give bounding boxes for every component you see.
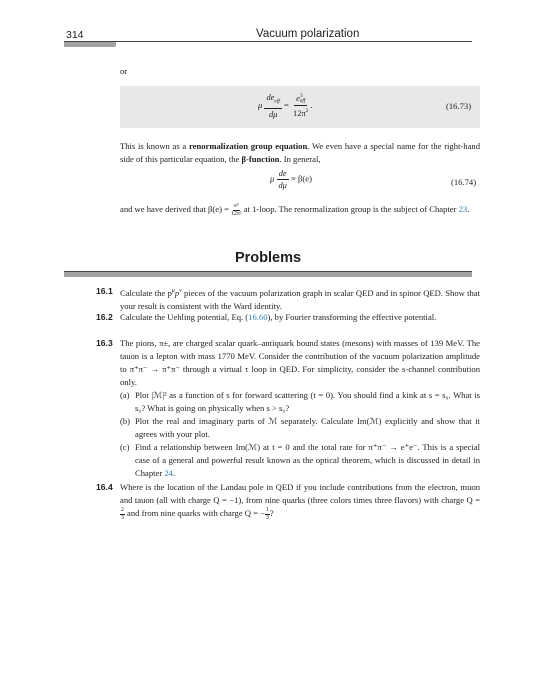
header-rule	[64, 41, 472, 42]
problem-16-2: 16.2 Calculate the Uehling potential, Eq. (16.60), by Fourier transforming the effective potential.	[96, 312, 437, 322]
problem-number: 16.4	[96, 482, 113, 492]
intro-word: or	[120, 66, 128, 76]
problem-number: 16.1	[96, 286, 113, 296]
chapter-24-link[interactable]: 24	[164, 468, 173, 478]
header-tab-bar	[64, 42, 116, 47]
problems-bar	[64, 272, 472, 277]
equation-16-74: μ $\frac{de}{d\mu}$ ≡ β(e)	[270, 169, 312, 190]
page-number: 314	[66, 29, 84, 41]
problem-16-3-part-c: (c) Find a relationship between Im(ℳ) at t = 0 and the total rate for π⁺π⁻ → e⁺e⁻. This is a special case of a general and powerful result known as the optical theorem, which is discussed in detail in Chapter 24.	[120, 442, 480, 478]
fraction-rhs: e 3 eff $12\pi^2$	[293, 92, 309, 118]
problems-heading: Problems	[234, 250, 302, 266]
paragraph-renormalization: This is known as a renormalization group equation. We even have a special name for the right-hand side of this particular equation, the β-function. In general,	[120, 141, 480, 164]
fraction-lhs: $\frac{de_{eff}}{d\mu}$	[266, 93, 280, 119]
equation-16-73: μ $\frac{de_{eff}}{d\mu}$ = e 3 eff $12\pi^2$ .	[258, 92, 313, 119]
problem-16-1: 16.1 Calculate the $p^\mu p^\nu$ pieces of the vacuum polarization graph in scalar QED and in spinor QED. Show that your result is consistent with the Ward identity.	[96, 286, 481, 311]
problem-16-3: 16.3 The pions, π±, are charged scalar quark–antiquark bound states (mesons) with masses of 139 MeV. The tauon is a lepton with mass 1770 MeV. Consider the contribution of the vacuum polarization amplitude to π⁺π⁻ → π⁺π⁻ through a virtual τ loop in QED. For simplicity, consider the s-channel contribution only. (a) Plot |ℳ|² as a function of s for forward scattering (t = 0). You should find a kink at s = s₀. What is s₀? What is going on physically when s > s₀? (b) Plot the real and imaginary parts of ℳ separately. Calculate Im(ℳ) explicitly and show that it agrees with your plot. (c) Find a relationship between Im(ℳ) at t = 0 and the total rate for π⁺π⁻ → e⁺e⁻. This is a special case of a general and powerful result known as the optical theorem, which is discussed in detail in Chapter 24.	[96, 338, 480, 478]
problem-number: 16.2	[96, 312, 113, 322]
problem-16-3-part-b: (b) Plot the real and imaginary parts of ℳ separately. Calculate Im(ℳ) explicitly and show that it agrees with your plot.	[120, 416, 480, 439]
paragraph-beta-function: and we have derived that β(e) = $\frac{\text{e³}}{\text{12π²}}$ at 1-loop. The renormalization group is the subject of Chapter 23.	[120, 203, 470, 217]
problem-number: 16.3	[96, 338, 113, 348]
problem-16-3-part-a: (a) Plot |ℳ|² as a function of s for forward scattering (t = 0). You should find a kink at s = s₀. What is s₀? What is going on physically when s > s₀?	[120, 390, 480, 413]
running-header-title: Vacuum polarization	[256, 28, 360, 40]
equation-number-16-74: (16.74)	[451, 177, 477, 187]
chapter-23-link[interactable]: 23	[458, 204, 468, 214]
equation-16-60-link[interactable]: 16.60	[248, 312, 268, 322]
equation-number-16-73: (16.73)	[446, 101, 472, 111]
problem-16-4: 16.4 Where is the location of the Landau pole in QED if you include contributions from the electron, muon and tauon (all with charge Q = −1), from nine quarks (three colors times three flavors) with charge Q = $\frac{2}{3}$ and from nine quarks with charge Q = − $\frac{1}{3}$ ?	[96, 482, 480, 521]
